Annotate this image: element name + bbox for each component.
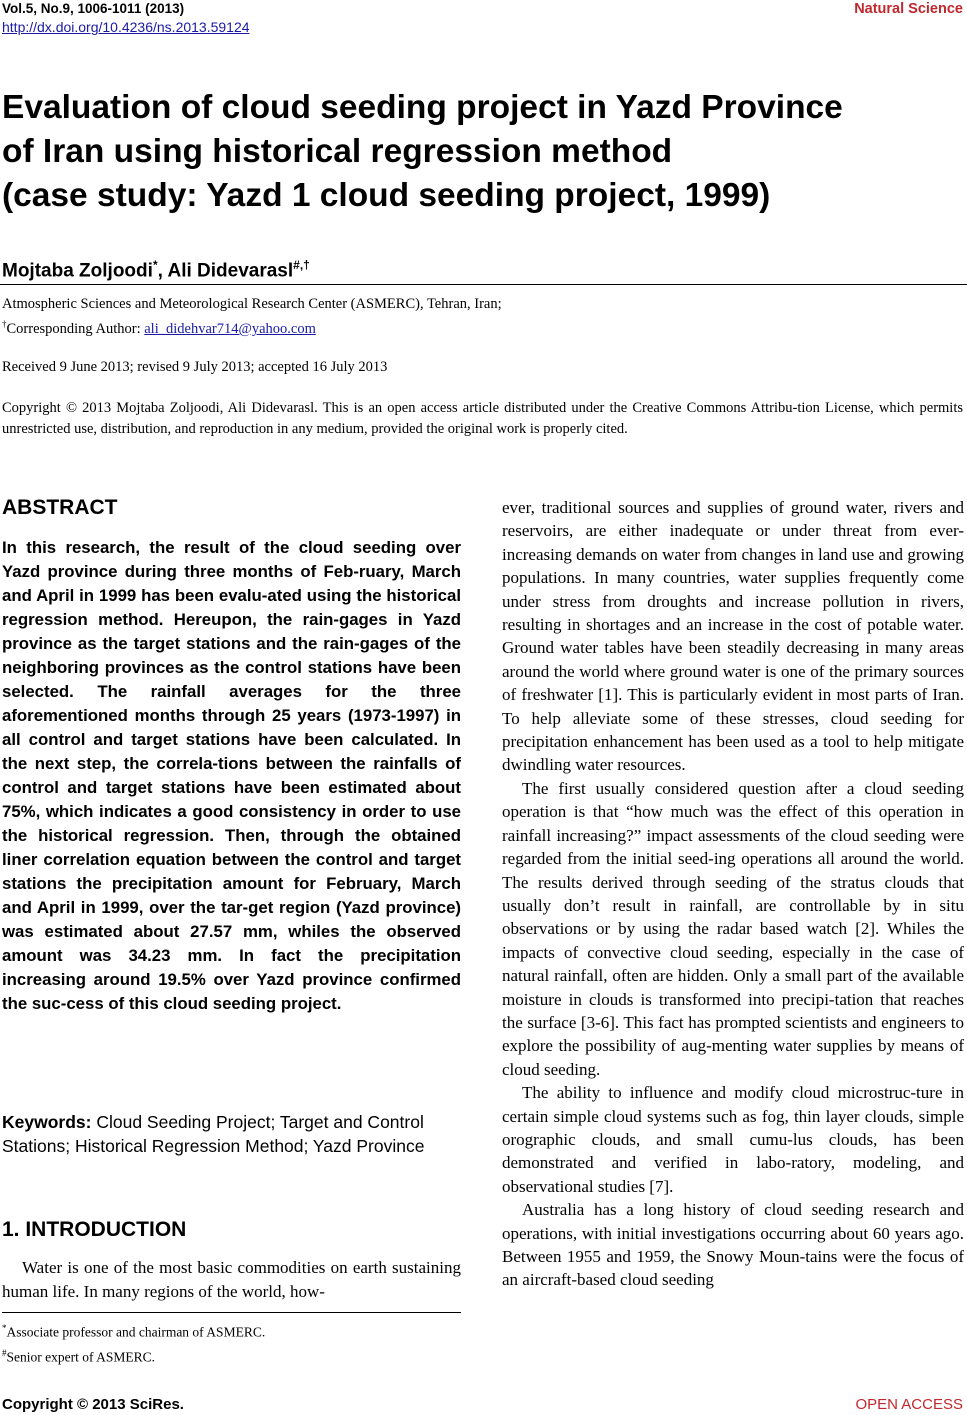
- corresponding-mark: †: [2, 319, 7, 329]
- title-line-3: (case study: Yazd 1 cloud seeding project, 1999): [2, 177, 771, 214]
- citation-line: Vol.5, No.9, 1006-1011 (2013): [2, 1, 185, 16]
- footer-copyright: Copyright © 2013 SciRes.: [2, 1396, 184, 1413]
- author-separator: ,: [157, 260, 168, 282]
- footnote-2-mark: #: [2, 1347, 7, 1358]
- footnote-1-mark: *: [2, 1323, 7, 1333]
- footnote-1-text: Associate professor and chairman of ASMERC.: [6, 1324, 266, 1340]
- footnote-2-text: Senior expert of ASMERC.: [6, 1349, 155, 1364]
- right-column-text: [502, 496, 964, 1292]
- title-line-1: Evaluation of cloud seeding project in Yazd Province: [2, 89, 843, 126]
- affiliation: Atmospheric Sciences and Meteorological Research Center (ASMERC), Tehran, Iran;: [2, 296, 502, 312]
- footnotes: [2, 1318, 265, 1367]
- copyright-notice: Copyright © 2013 Mojtaba Zoljoodi, Ali Didevarasl. This is an open access article distributed under the Creative Commons Attribu-tion License, which permits unrestricted use, distribution, and reproduction in any medium, provided the original work is properly cited.: [2, 400, 963, 437]
- corresponding-email-link[interactable]: ali_didehvar714@yahoo.com: [144, 320, 316, 337]
- corresponding-label: Corresponding Author:: [6, 320, 145, 337]
- paper-title: [2, 86, 962, 218]
- paragraph-2: The first usually considered question after a cloud seeding operation is that “how much was the effect of this operation in rainfall increasing?” impact assessments of the cloud seeding were regarded from the initial seed-ing operations all around the world. The results derived through seeding of the stratus clouds that usually don’t result in rainfall, are controllable by in situ observations or by using the radar based watch [2]. Whiles the impacts of convective cloud seeding, especially in the case of natural rainfall, often are hidden. Only a small part of the available moisture in clouds is transformed into precipi-tation that reaches the surface [3-6]. This fact has prompted scientists and engineers to explore the possibility of aug-menting water supplies by means of cloud seeding.: [502, 778, 964, 1079]
- introduction-heading: 1. INTRODUCTION: [2, 1218, 187, 1241]
- open-access-label: OPEN ACCESS: [855, 1396, 963, 1413]
- author-1-mark: *: [152, 258, 158, 272]
- author-2-name: Ali Didevarasl: [167, 260, 294, 282]
- received-dates: Received 9 June 2013; revised 9 July 2013; accepted 16 July 2013: [2, 359, 388, 375]
- corresponding-author: [2, 315, 316, 339]
- keywords-text: Cloud Seeding Project; Target and Control Stations; Historical Regression Method; Yazd Province: [2, 1112, 425, 1156]
- doi-link[interactable]: http://dx.doi.org/10.4236/ns.2013.59124: [2, 19, 250, 35]
- paragraph-3: The ability to influence and modify cloud microstruc-ture in certain simple cloud systems such as fog, thin layer clouds, simple orographic clouds, and small cumu-lus clouds, has been demonstrated and verified in labo-ratory, modeling, and observational studies [7].: [502, 1083, 964, 1196]
- paragraph-1: ever, traditional sources and supplies of ground water, rivers and reservoirs, are either inadequate or under threat from ever-increasing demands on water from changes in land use and growing populations. In many countries, water supplies frequently come under stress from droughts and increase pollution in rivers, resulting in shortages and an increase in the cost of potable water. Ground water tables have been steadily decreasing in many areas around the world where ground water is one of the primary sources of freshwater [1]. This is particularly evident in most parts of Iran. To help alleviate some of these stresses, cloud seeding for precipitation enhancement has been used as a tool to help mitigate dwindling water resources.: [502, 498, 964, 775]
- introduction-text: Water is one of the most basic commodities on earth sustaining human life. In many regions of the world, how-: [2, 1258, 461, 1301]
- abstract-text: In this research, the result of the cloud seeding over Yazd province during three months of Feb-ruary, March and April in 1999 has been evalu-ated using the historical regression method. Hereupon, the rain-gages in Yazd province as the target stations and the rain-gages of the neighboring provinces as the control stations have been selected. The rainfall averages for the three aforementioned months through 25 years (1973-1997) in all control and target stations have been calculated. In the next step, the correla-tions between the rainfalls of control and target stations have been estimated about 75%, which indicates a good consistency in order to use the historical regression. Then, through the obtained liner correlation equation between the control and target stations the precipitation amount for February, March and April in 1999, over the tar-get region (Yazd province) was estimated about 27.57 mm, whiles the observed amount was 34.23 mm. In fact the precipitation increasing around 19.5% over Yazd province confirmed the suc-cess of this cloud seeding project.: [2, 538, 461, 1013]
- paragraph-4: Australia has a long history of cloud seeding research and operations, with initial investigations occurring about 60 years ago. Between 1955 and 1959, the Snowy Moun-tains were the focus of an aircraft-based cloud seeding: [502, 1200, 964, 1290]
- footnote-2: [2, 1343, 265, 1368]
- abstract-heading: ABSTRACT: [2, 496, 118, 519]
- keywords-label: Keywords:: [2, 1112, 92, 1132]
- journal-name: Natural Science: [854, 1, 963, 17]
- author-1-name: Mojtaba Zoljoodi: [2, 260, 153, 282]
- author-2-mark: #,†: [293, 258, 310, 272]
- author-list: [2, 252, 310, 284]
- footnote-divider: [2, 1312, 461, 1313]
- title-divider: [0, 284, 967, 285]
- title-line-2: of Iran using historical regression method: [2, 133, 673, 170]
- keywords: [2, 1110, 442, 1158]
- footnote-1: [2, 1318, 265, 1343]
